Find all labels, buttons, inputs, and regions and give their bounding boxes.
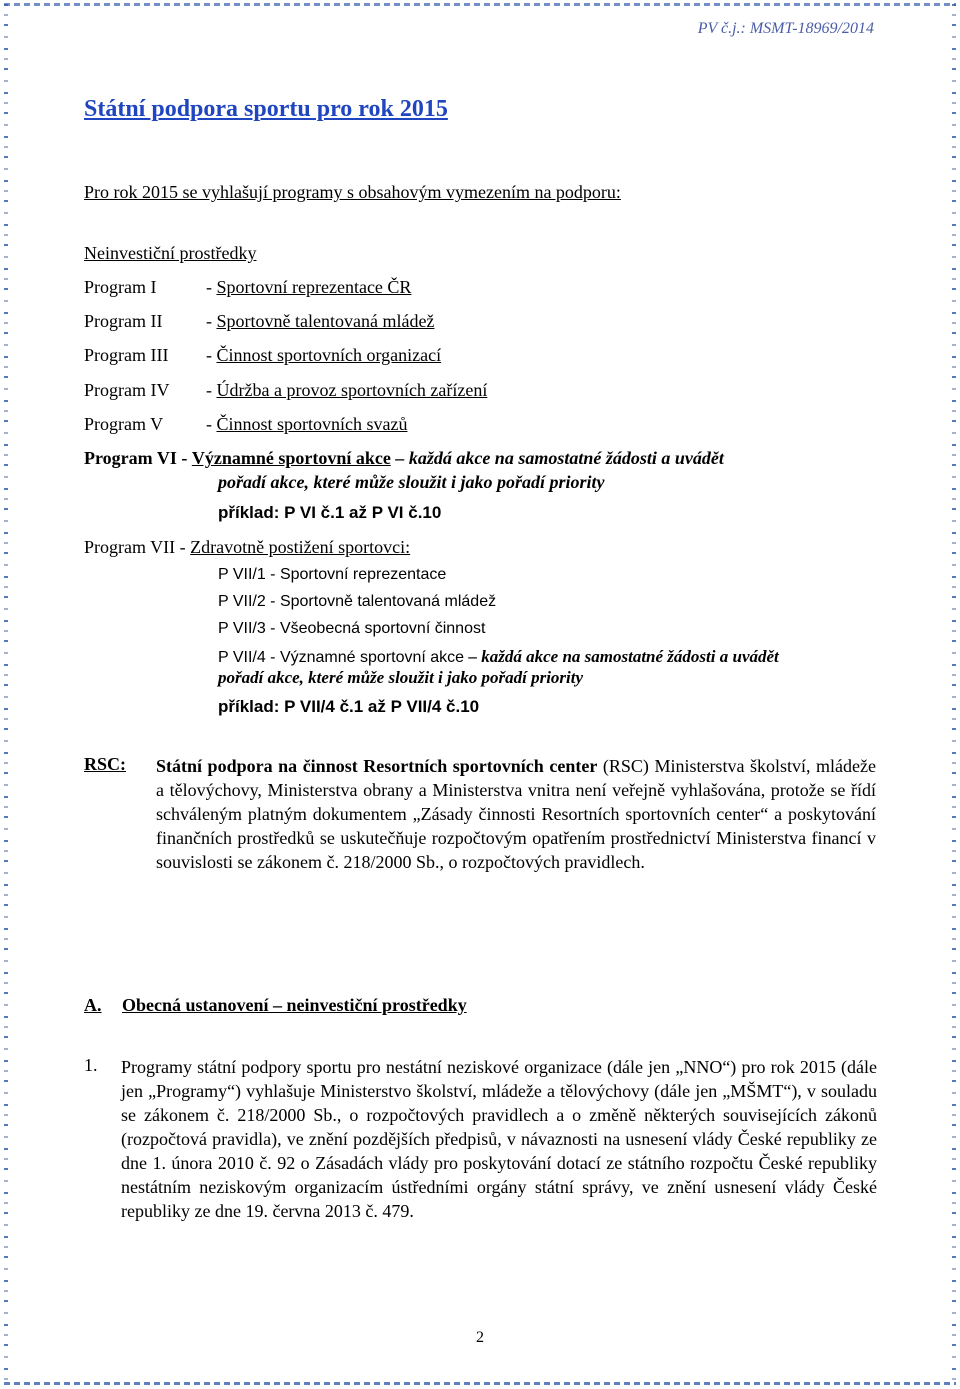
intro-line: Pro rok 2015 se vyhlašují programy s obsahovým vymezením na podporu: [84,182,621,202]
program-row: Program III - Činnost sportovních organizací [84,345,442,365]
program-name: Údržba a provoz sportovních zařízení [216,380,488,400]
program-label: Program V [84,414,164,434]
program-name: Sportovně talentovaná mládež [216,311,435,331]
rsc-paragraph [156,754,876,874]
section-a-number: A. [84,995,102,1015]
program-7-note-continued: pořadí akce, které může sloužit i jako pořadí priority [218,668,584,687]
program-name: Sportovní reprezentace ČR [216,277,412,297]
page-title: Státní podpora sportu pro rok 2015 [84,96,448,122]
program-label: Program II [84,311,163,331]
program-7-row [84,537,410,558]
document-reference: PV č.j.: MSMT-18969/2014 [697,20,874,37]
program-6-row [84,448,724,469]
program-7-example: příklad: P VII/4 č.1 až P VII/4 č.10 [218,697,480,716]
item-1-paragraph: Programy státní podpory sportu pro nestátní neziskové organizace (dále jen „NNO“) pro rok 2015 (dále jen „Programy“) vyhlašuje Ministerstvo školství, mládeže a tělovýchovy (dále jen „MŠMT“), v souladu se zákonem č. 218/2000 Sb., o rozpočtových pravidlech a o změně některých souvisejících zákonů (rozpočtová pravidla), ve znění pozdějších předpisů, v návaznosti na usnesení vlády České republiky ze dne 1. února 2010 č. 92 o Zásadách vlády pro poskytování dotací ze státního rozpočtu České republiky nestátním neziskovým organizacím ústředními orgány státní správy, ve znění usnesení vlády České republiky ze dne 19. června 2013 č. 479. [121,1057,877,1221]
program-row: Program V - Činnost sportovních svazů [84,414,408,434]
funding-subheading: Neinvestiční prostředky [84,243,257,263]
rsc-label: RSC: [84,754,127,774]
program-7-name: Zdravotně postižení sportovci: [190,537,411,557]
program-7-label: Program VII - [84,537,186,557]
program-label: Program IV [84,380,170,400]
program-6-note: – každá akce na samostatné žádosti a uvádět [395,448,724,468]
program-label: Program I [84,277,157,297]
page-number: 2 [476,1329,484,1346]
rsc-text: (RSC) Ministerstva školství, mládeže a tělovýchovy, Ministerstva obrany a Ministerstva vnitra není veřejně vyhlašována, protože se řídí schváleným platným dokumentem „Zásady činnosti Resortních sportovních center“ a poskytování finančních prostředků se uskutečňuje rozpočtovým opatřením prostřednictví Ministerstva financí v souvislosti se zákonem č. 218/2000 Sb., o rozpočtových pravidlech. [156,756,877,872]
section-a-heading [84,995,467,1016]
page-border-left-inner [4,14,8,1383]
section-a-title: Obecná ustanovení – neinvestiční prostředky [122,995,467,1015]
program-7-subitem-4-note: – každá akce na samostatné žádosti a uvádět [468,647,779,666]
program-6-label: Program VI - [84,448,188,468]
program-6-example: příklad: P VI č.1 až P VI č.10 [218,503,442,522]
page-border-bottom [4,1382,956,1385]
program-label: Program III [84,345,169,365]
program-7-subitem-4-name: P VII/4 - Významné sportovní akce [218,649,465,666]
item-1-number: 1. [84,1055,98,1075]
program-7-subitem: P VII/1 - Sportovní reprezentace [218,566,447,583]
program-7-subitem-4 [218,647,779,667]
rsc-lead: Státní podpora na činnost Resortních sportovních center [156,756,598,776]
program-row: Program IV - Údržba a provoz sportovních zařízení [84,380,488,400]
page-border-top [4,3,956,6]
program-7-subitem: P VII/2 - Sportovně talentovaná mládež [218,593,497,610]
program-name: Činnost sportovních organizací [216,345,442,365]
program-name: Činnost sportovních svazů [216,414,408,434]
program-row: Program II - Sportovně talentovaná mládež [84,311,435,331]
program-7-subitem: P VII/3 - Všeobecná sportovní činnost [218,620,486,637]
program-row: Program I - Sportovní reprezentace ČR [84,277,412,297]
program-6-name: Významné sportovní akce [191,448,391,468]
program-6-note-continued: pořadí akce, které může sloužit i jako pořadí priority [218,472,605,492]
page-border-right-inner [952,14,956,1383]
